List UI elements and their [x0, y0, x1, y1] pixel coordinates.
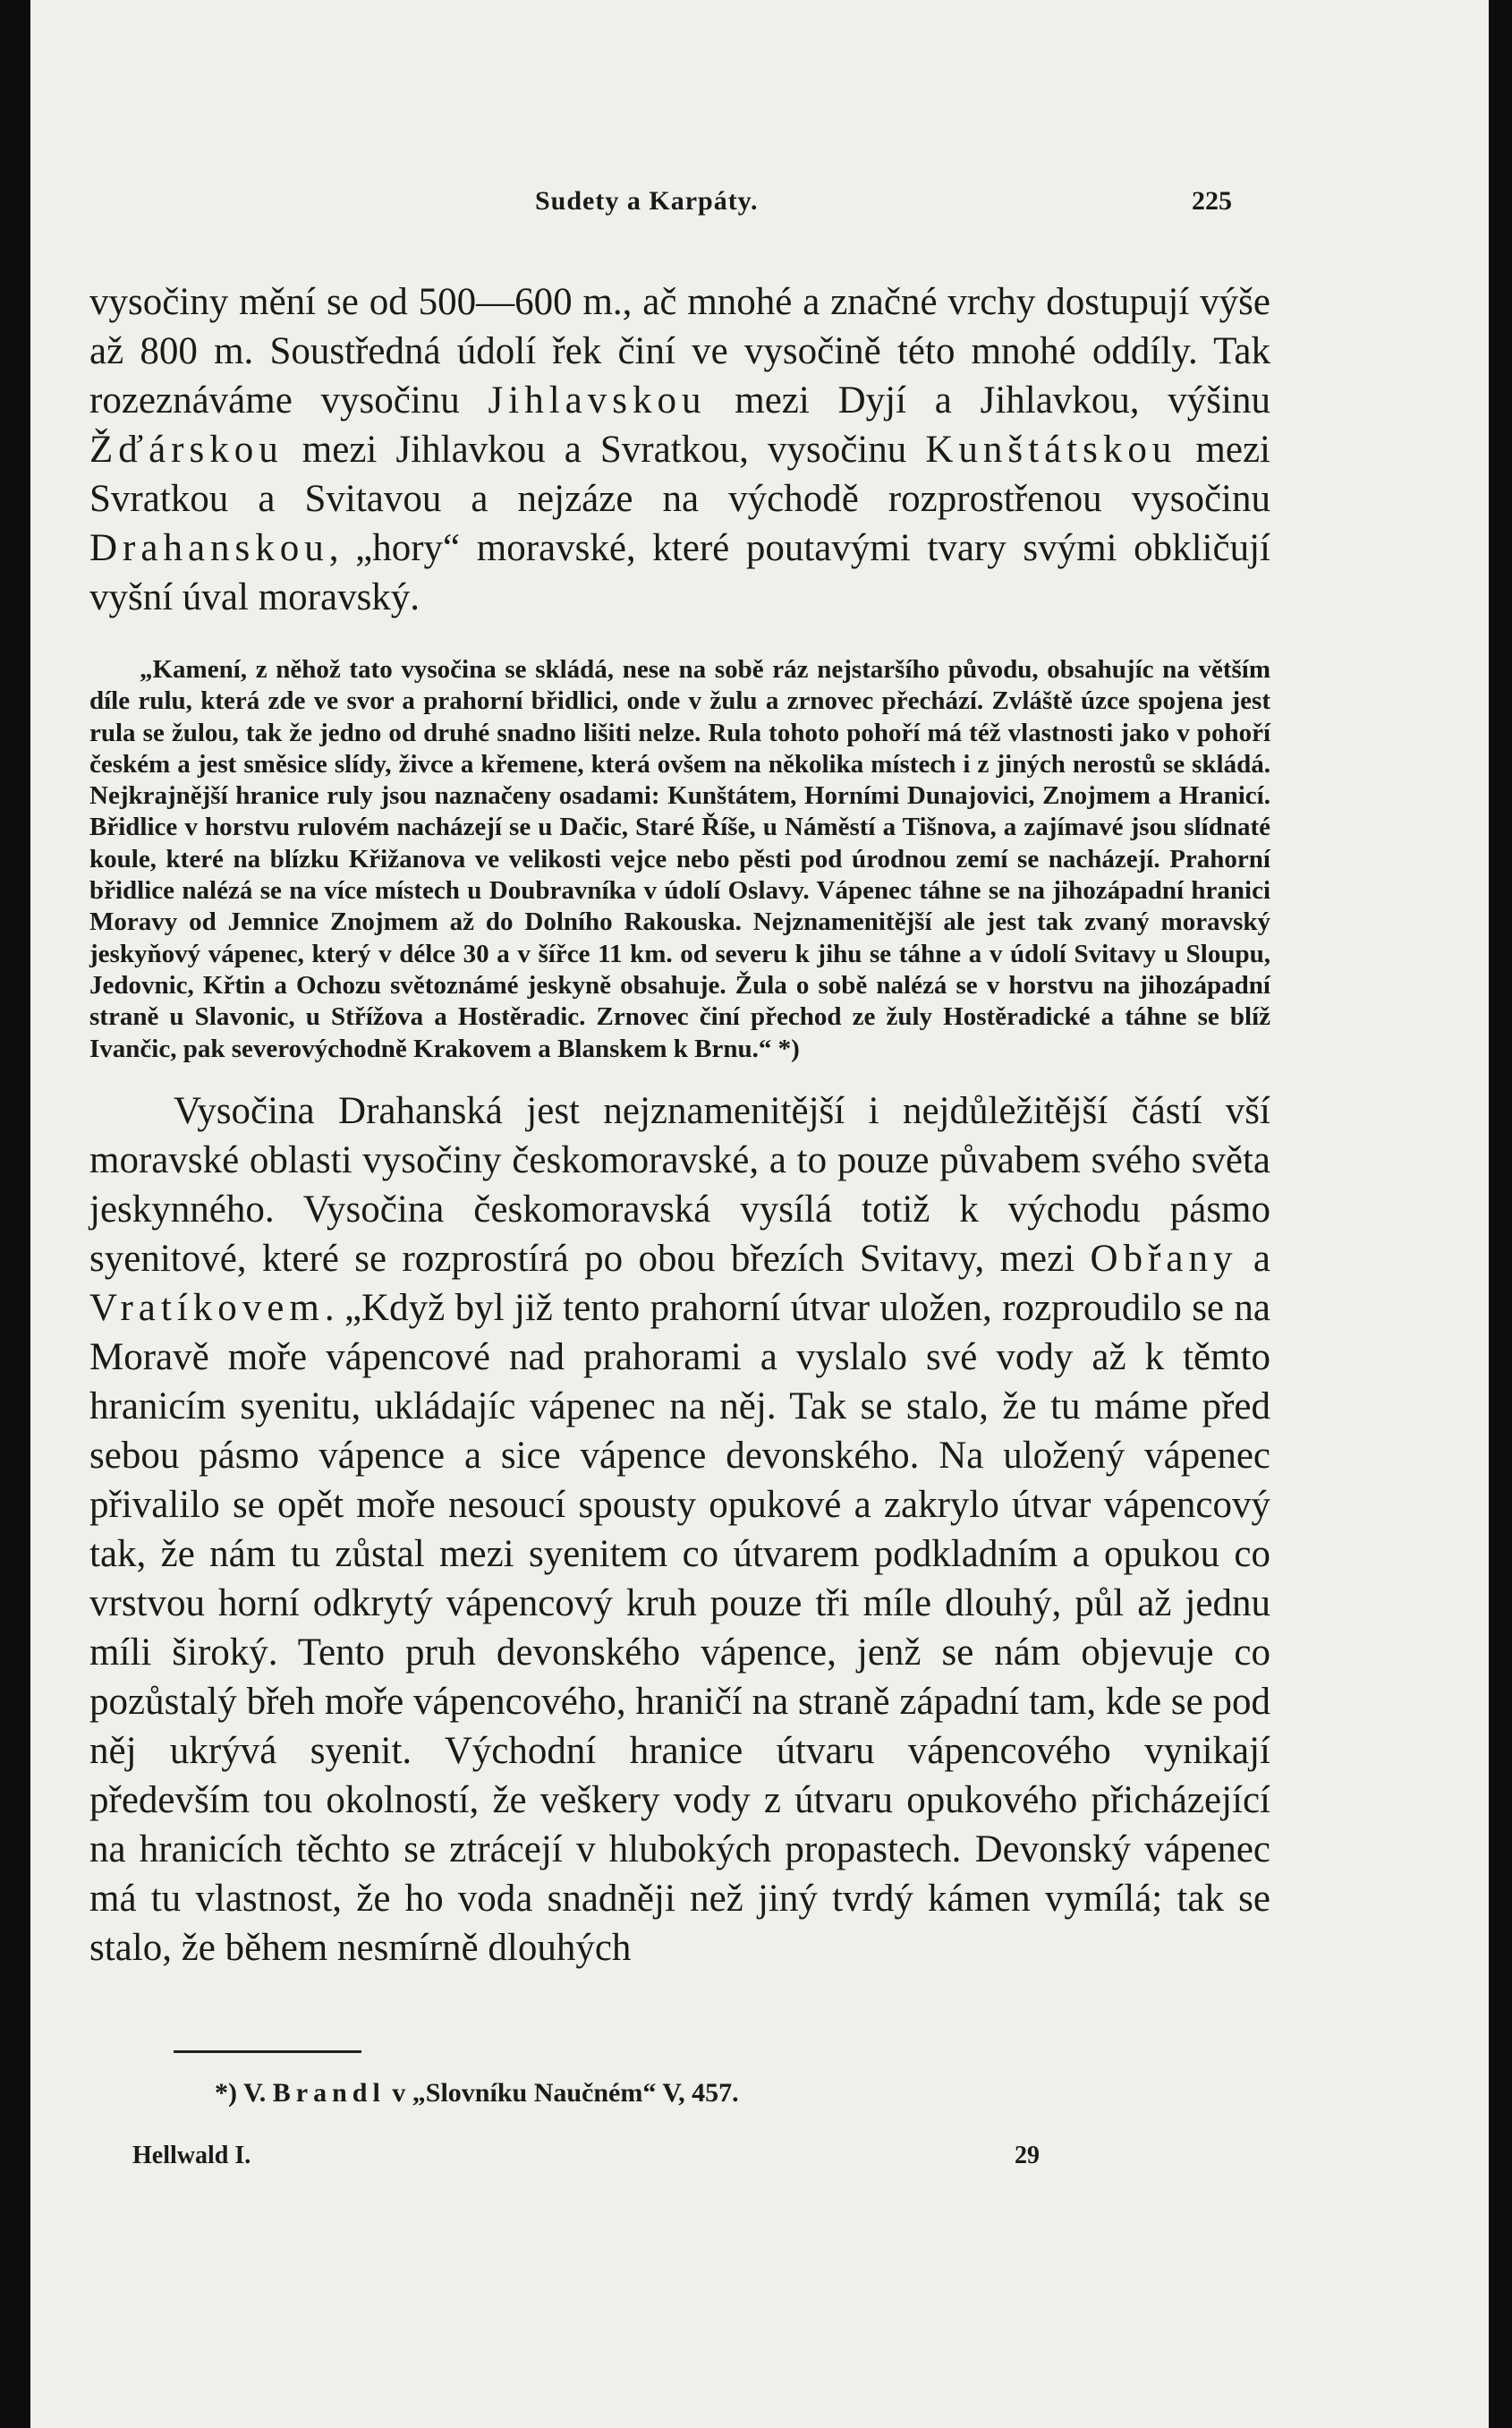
- text-run: . „Když byl již tento prahorní útvar uložen, rozproudilo se na Moravě moře vápencové nad prahorami a vyslalo své vody až k těmto hranicím syenitu, ukládajíc vápenec na něj. Tak se stalo, že tu máme před sebou pásmo vápence a sice vápence devonského. Na uložený vápenec přivalilo se opět moře nesoucí spousty opukové a zakrylo útvar vápencový tak, že nám tu zůstal mezi syenitem co útvarem podkladním a opukou co vrstvou horní odkrytý vápencový kruh pouze tři míle dlouhý, půl až jednu míli široký. Tento pruh devonského vápence, jenž se nám objevuje co pozůstalý břeh moře vápencového, hraničí na straně západní tam, kde se pod něj ukrývá syenit. Východní hranice útvaru vápencového vynikají především tou okolností, že veškery vody z útvaru opukového přicházející na hranicích těchto se ztrácejí v hlubokých propastech. Devonský vápenec má tu vlastnost, že ho voda snadněji než jiný tvrdý kámen vymílá; tak se stalo, že během nesmírně dlouhých: [89, 1286, 1270, 1969]
- text-run: mezi Svratkou a Svitavou a nejzáze na východě rozprostřenou vysočinu: [89, 429, 1270, 520]
- spaced-name: Žďárskou: [89, 429, 284, 471]
- spaced-name: Vratíkovem: [89, 1286, 325, 1329]
- footnote-author: Brandl: [272, 2078, 386, 2108]
- text-run: Vysočina Drahanská jest nejznamenitější i nejdůležitější částí vší moravské oblasti vysočiny českomoravské, a to pouze půvabem svého světa jeskynného. Vysočina českomoravská vysílá totiž k východu pásmo syenitové, které se rozprostírá po obou březích Svitavy, mezi: [89, 1089, 1270, 1280]
- footnote-mark: *) V.: [215, 2078, 273, 2108]
- sheet-number: 29: [1015, 2142, 1040, 2169]
- quoted-passage: „Kamení, z něhož tato vysočina se skládá, nese na sobě ráz nejstaršího původu, obsahujíc na větším díle rulu, která zde ve svor a prahorní břidlici, onde v žulu a zrnovec přechází. Zvláště úzce spojena jest rula se žulou, tak že jedno od druhé snadno lišiti nelze. Rula tohoto pohoří má též vlastnosti jako v pohoří českém a jest směsice slídy, živce a křemene, která ovšem na několika místech i z jiných nerostů se skládá. Nejkrajnější hranice ruly jsou naznačeny osadami: Kunštátem, Horními Dunajovici, Znojmem a Hranicí. Břidlice v horstvu rulovém nacházejí se u Dačic, Staré Říše, u Náměstí a Tišnova, a zajímavé jsou slídnaté koule, které na blízku Křižanova ve velikosti vejce nebo pěsti pod úrodnou zemí se nacházejí. Prahorní břidlice nalézá se na více místech u Doubravníka v údolí Oslavy. Vápenec táhne se na jihozápadní hranici Moravy od Jemnice Znojmem až do Dolního Rakouska. Nejznamenitější ale jest tak zvaný moravský jeskyňový vápenec, který v délce 30 a v šířce 11 km. od severu k jihu se táhne a v údolí Svitavy u Sloupu, Jedovnic, Křtin a Ochozu světoznámé jeskyně obsahuje. Žula o sobě nalézá se v horstvu na jihozápadní straně u Slavonic, u Střížova a Hostěradic. Zrnovec činí přechod ze žuly Hostěradické a táhne se blíž Ivančic, pak severovýchodně Krakovem a Blanskem k Brnu.“ *): [89, 655, 1270, 1063]
- text-run: a: [1237, 1237, 1270, 1280]
- running-header: [30, 186, 1489, 222]
- spaced-name: Drahanskou: [89, 527, 329, 569]
- text-run: mezi Dyjí a Jihlavkou, výšinu: [706, 379, 1270, 422]
- book-page: [30, 0, 1489, 2428]
- paragraph-2: [89, 1086, 1270, 1972]
- footnote: [215, 2078, 739, 2109]
- page-number: 225: [1192, 186, 1232, 216]
- spaced-name: Kunštátskou: [925, 429, 1177, 471]
- page-body: [89, 277, 1270, 1972]
- text-run: vysočiny mění se od 500—600 m., ač mnohé a značné vrchy dostupují výše až 800 m. Soustředná údolí řek činí ve vysočině této mnohé oddíly. Tak rozeznáváme vysočinu: [89, 281, 1270, 422]
- spaced-name: Jihlavskou: [488, 379, 707, 422]
- spaced-name: Obřany: [1090, 1237, 1238, 1280]
- text-run: , „hory“ moravské, které poutavými tvary svými obkličují vyšní úval moravský.: [89, 527, 1270, 618]
- printer-signature: Hellwald I.: [132, 2142, 251, 2169]
- footnote-divider: [174, 2050, 361, 2053]
- header-title: Sudety a Karpáty.: [535, 186, 759, 216]
- paragraph-1: [89, 277, 1270, 622]
- text-run: mezi Jihlavkou a Svratkou, vysočinu: [283, 429, 926, 471]
- footnote-text: v „Slovníku Naučném“ V, 457.: [385, 2078, 739, 2108]
